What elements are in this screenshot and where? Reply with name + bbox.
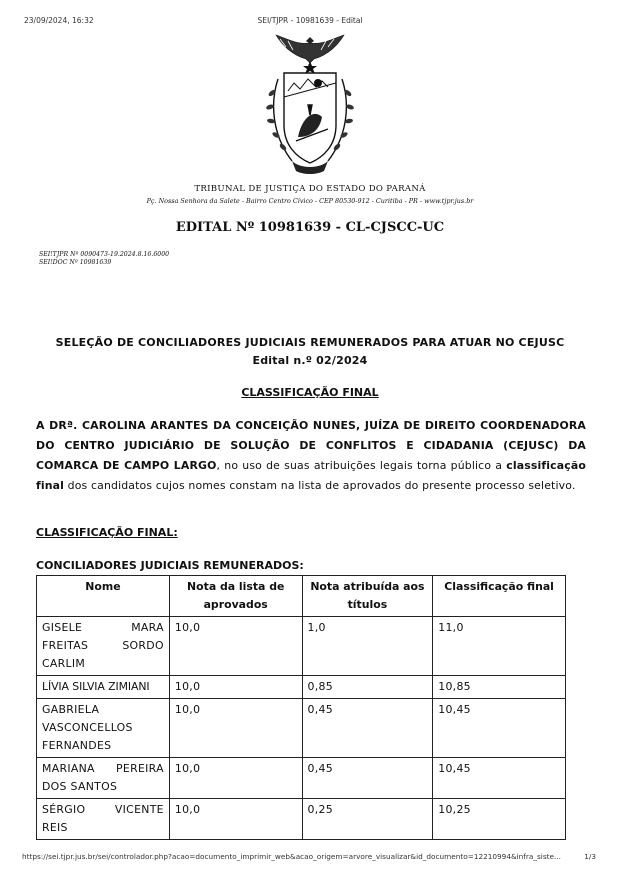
- sei-doc-number: SEI!DOC Nº 10981639: [39, 259, 112, 266]
- cell-classificacao: 10,45: [433, 758, 566, 799]
- classification-heading: CLASSIFICAÇÃO FINAL: [241, 386, 379, 399]
- cell-nota-lista: 10,0: [169, 617, 302, 676]
- paragraph-text-1: , no uso de suas atribuições legais torna público a: [216, 459, 507, 472]
- table-row: [37, 676, 566, 699]
- court-address: Pç. Nossa Senhora da Salete - Bairro Centro Cívico - CEP 80530-912 - Curitiba - PR - www.tjpr.jus.br: [146, 197, 474, 205]
- parana-coat-of-arms-icon: [248, 33, 372, 183]
- cell-nota-lista: 10,0: [169, 799, 302, 840]
- print-title: SEI/TJPR - 10981639 - Edital: [257, 16, 363, 25]
- classification-table: [36, 575, 566, 840]
- header-nota-lista: Nota da lista de aprovados: [169, 576, 302, 617]
- header-classificacao: Classificação final: [433, 576, 566, 617]
- sei-info: [39, 251, 169, 267]
- cell-classificacao: 10,45: [433, 699, 566, 758]
- table-caption: CONCILIADORES JUDICIAIS REMUNERADOS:: [36, 559, 304, 572]
- cell-nota-titulos: 1,0: [302, 617, 433, 676]
- table-row: [37, 617, 566, 676]
- cell-nota-titulos: 0,25: [302, 799, 433, 840]
- cell-classificacao: 10,85: [433, 676, 566, 699]
- cell-name: GABRIELA VASCONCELLOS FERNANDES: [37, 699, 170, 758]
- header-nome: Nome: [37, 576, 170, 617]
- cell-nota-titulos: 0,45: [302, 699, 433, 758]
- cell-nota-lista: 10,0: [169, 676, 302, 699]
- edital-title: EDITAL Nº 10981639 - CL-CJSCC-UC: [175, 220, 445, 235]
- page-number: 1/3: [584, 852, 596, 861]
- classification-subheading: CLASSIFICAÇÃO FINAL:: [36, 526, 178, 539]
- sei-process-number: SEI!TJPR Nº 0090473-19.2024.8.16.6000: [39, 251, 170, 258]
- cell-classificacao: 10,25: [433, 799, 566, 840]
- header-nota-titulos: Nota atribuída aos títulos: [302, 576, 433, 617]
- cell-nota-titulos: 0,85: [302, 676, 433, 699]
- cell-name: SÉRGIO VICENTE REIS: [37, 799, 170, 840]
- cell-name: MARIANA PEREIRA DOS SANTOS: [37, 758, 170, 799]
- paragraph-text-2: dos candidatos cujos nomes constam na lista de aprovados do presente processo seletivo.: [64, 479, 576, 492]
- selection-edital-number: Edital n.º 02/2024: [252, 354, 368, 367]
- print-url: https://sei.tjpr.jus.br/sei/controlador.php?acao=documento_imprimir_web&acao_origem=arvore_visualizar&id_documento=12210994&infra_siste...: [22, 852, 561, 861]
- selection-heading: [0, 334, 620, 370]
- cell-name: GISELE MARA FREITAS SORDO CARLIM: [37, 617, 170, 676]
- court-name: TRIBUNAL DE JUSTIÇA DO ESTADO DO PARANÁ: [194, 184, 426, 194]
- selection-title: SELEÇÃO DE CONCILIADORES JUDICIAIS REMUNERADOS PARA ATUAR NO CEJUSC: [55, 336, 565, 349]
- cell-classificacao: 11,0: [433, 617, 566, 676]
- cell-nota-lista: 10,0: [169, 758, 302, 799]
- cell-nota-titulos: 0,45: [302, 758, 433, 799]
- table-row: [37, 799, 566, 840]
- table-header-row: [37, 576, 566, 617]
- print-datetime: 23/09/2024, 16:32: [24, 16, 94, 25]
- table-row: [37, 699, 566, 758]
- table-row: [37, 758, 566, 799]
- paragraph-intro: A DRª. CAROLINA ARANTES DA CONCEIÇÃO NUNES, JUÍZA DE DIREITO COORDENADORA DO CENTRO JUDICIÁRIO DE SOLUÇÃO DE CONFLITOS E CIDADANIA (CEJUSC) DA COMARCA DE CAMPO LARGO: [36, 419, 586, 472]
- body-paragraph: [36, 416, 586, 496]
- paragraph-bold-term: classificação final: [36, 459, 586, 492]
- cell-name: LÍVIA SILVIA ZIMIANI: [37, 676, 170, 699]
- cell-nota-lista: 10,0: [169, 699, 302, 758]
